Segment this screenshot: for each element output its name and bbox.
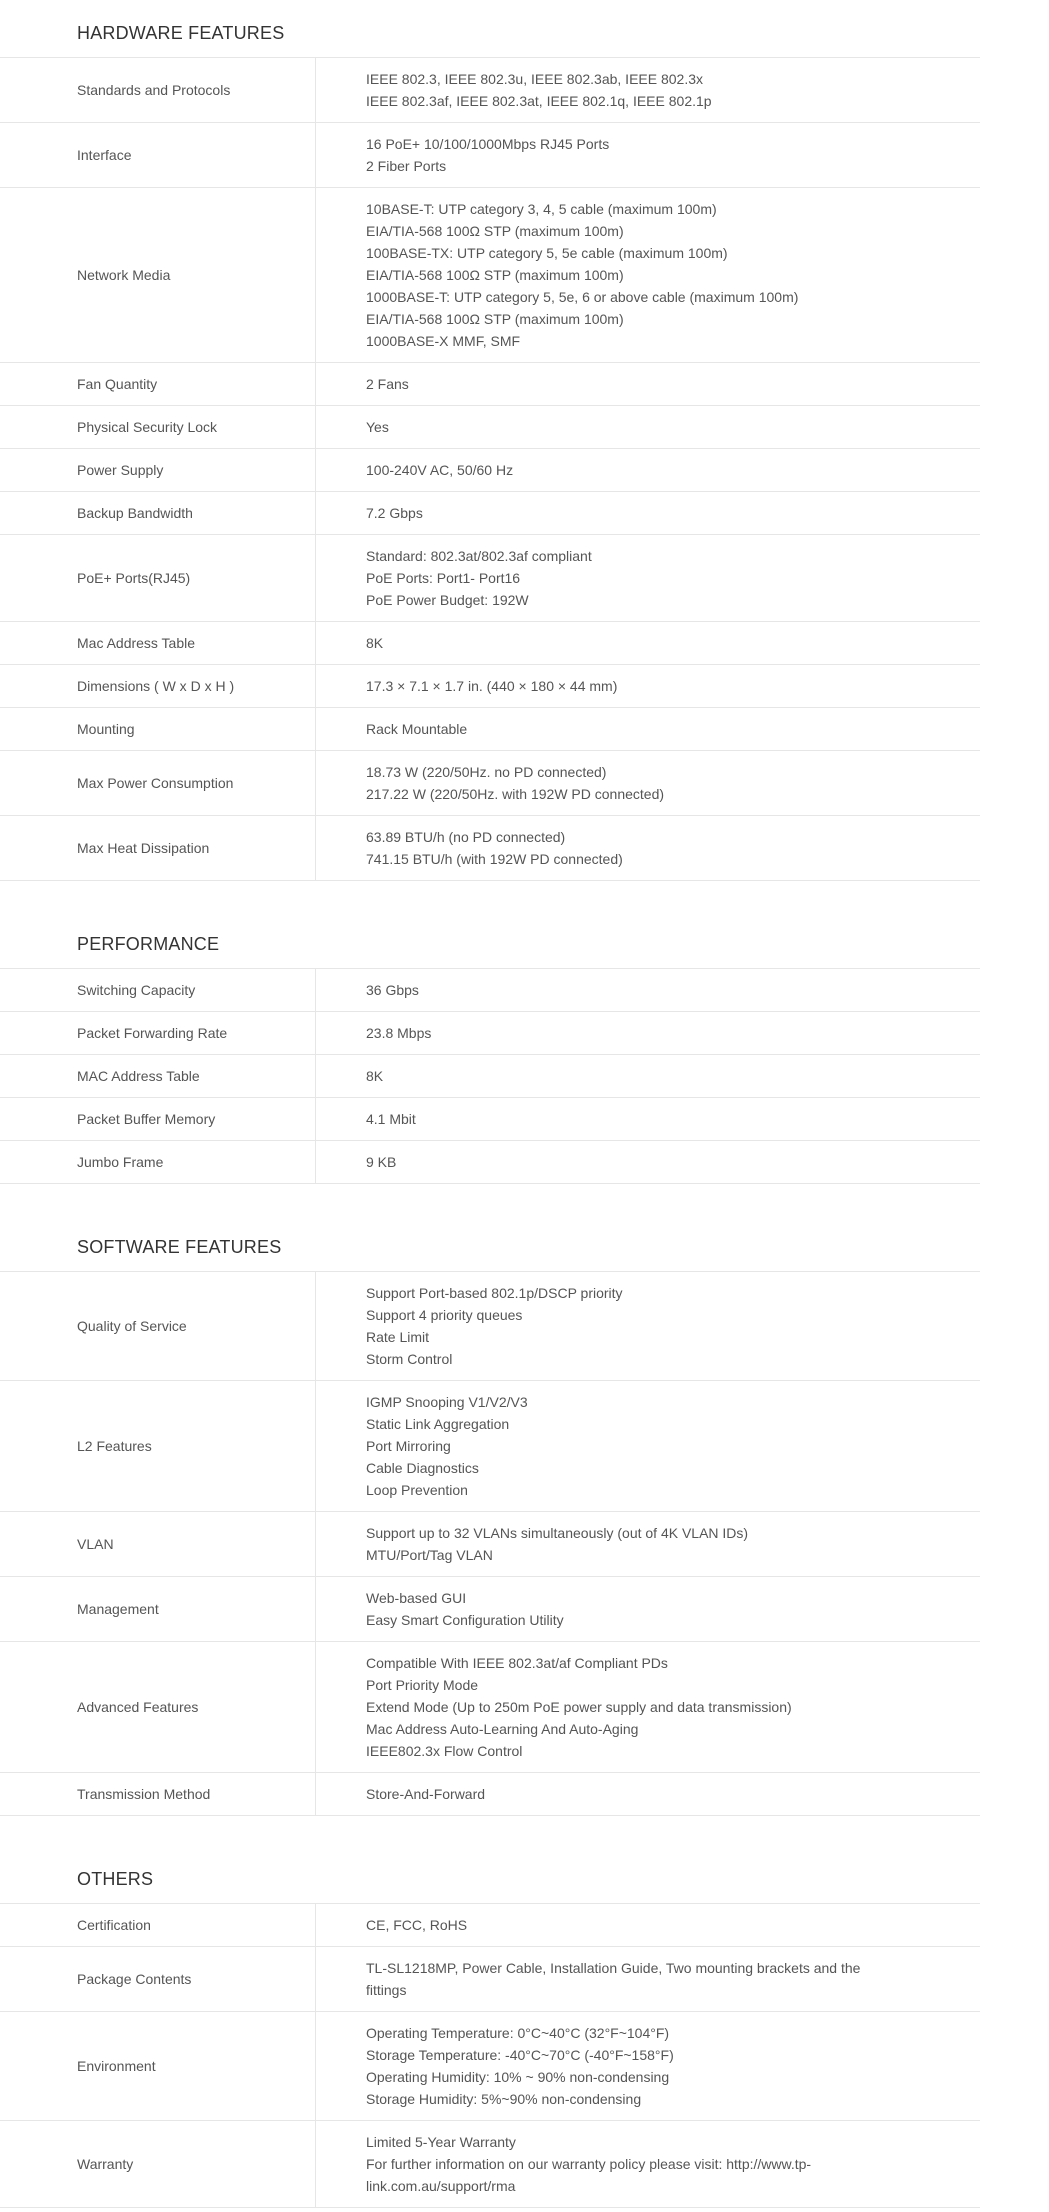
spec-value-line: 2 Fiber Ports	[366, 158, 447, 174]
spec-value-line: Rack Mountable	[366, 721, 468, 737]
spec-value	[316, 1272, 981, 1381]
spec-label: Packet Buffer Memory	[0, 1098, 316, 1141]
spec-value	[316, 1381, 981, 1512]
spec-value-line: Storage Temperature: -40°C~70°C (-40°F~158°F)	[366, 2047, 674, 2063]
spec-label: Quality of Service	[0, 1272, 316, 1381]
spec-row-physical-security-lock	[0, 406, 980, 449]
spec-value-line: Limited 5-Year Warranty	[366, 2134, 516, 2150]
spec-value	[316, 1642, 981, 1773]
spec-label: Package Contents	[0, 1947, 316, 2012]
spec-table	[0, 1272, 980, 1816]
spec-row-vlan	[0, 1512, 980, 1577]
spec-row-poe-ports-rj45	[0, 535, 980, 622]
spec-row-certification	[0, 1904, 980, 1947]
spec-value	[316, 1055, 981, 1098]
section-software-features	[0, 1234, 980, 1816]
spec-label: Max Power Consumption	[0, 751, 316, 816]
spec-value-line: 9 KB	[366, 1154, 397, 1170]
spec-value	[316, 816, 981, 881]
spec-value-line: IEEE802.3x Flow Control	[366, 1743, 523, 1759]
spec-value-line: Yes	[366, 419, 389, 435]
spec-value-line: 17.3 × 7.1 × 1.7 in. (440 × 180 × 44 mm)	[366, 678, 618, 694]
spec-label: Fan Quantity	[0, 363, 316, 406]
spec-row-standards-and-protocols	[0, 58, 980, 123]
spec-value	[316, 1947, 981, 2012]
spec-value-line: Loop Prevention	[366, 1482, 468, 1498]
spec-row-packet-forwarding-rate	[0, 1012, 980, 1055]
spec-value-line: Port Priority Mode	[366, 1677, 479, 1693]
spec-value-line: EIA/TIA-568 100Ω STP (maximum 100m)	[366, 311, 624, 327]
spec-label: Max Heat Dissipation	[0, 816, 316, 881]
spec-row-package-contents	[0, 1947, 980, 2012]
spec-label: Dimensions ( W x D x H )	[0, 665, 316, 708]
spec-value-line: 1000BASE-T: UTP category 5, 5e, 6 or above cable (maximum 100m)	[366, 289, 799, 305]
spec-value	[316, 1141, 981, 1184]
spec-table	[0, 58, 980, 881]
section-title: SOFTWARE FEATURES	[0, 1234, 980, 1272]
spec-value	[316, 492, 981, 535]
spec-table	[0, 1904, 980, 2208]
spec-value	[316, 969, 981, 1012]
spec-value	[316, 622, 981, 665]
spec-value-line: IEEE 802.3af, IEEE 802.3at, IEEE 802.1q, IEEE 802.1p	[366, 93, 712, 109]
spec-label: Environment	[0, 2012, 316, 2121]
spec-value-line: MTU/Port/Tag VLAN	[366, 1547, 493, 1563]
spec-value-line: IGMP Snooping V1/V2/V3	[366, 1394, 528, 1410]
spec-value	[316, 123, 981, 188]
spec-value-line: Extend Mode (Up to 250m PoE power supply and data transmission)	[366, 1699, 792, 1715]
spec-value-line: Support 4 priority queues	[366, 1307, 523, 1323]
section-title: PERFORMANCE	[0, 931, 980, 969]
spec-label: Network Media	[0, 188, 316, 363]
spec-value	[316, 188, 981, 363]
spec-value-line: PoE Ports: Port1- Port16	[366, 570, 521, 586]
spec-value-line: Port Mirroring	[366, 1438, 451, 1454]
spec-value-line: 10BASE-T: UTP category 3, 4, 5 cable (maximum 100m)	[366, 201, 717, 217]
spec-label: Interface	[0, 123, 316, 188]
spec-value	[316, 449, 981, 492]
spec-row-fan-quantity	[0, 363, 980, 406]
section-others	[0, 1866, 980, 2208]
spec-row-warranty	[0, 2121, 980, 2208]
spec-value-line: Store-And-Forward	[366, 1786, 486, 1802]
spec-row-environment	[0, 2012, 980, 2121]
spec-row-backup-bandwidth	[0, 492, 980, 535]
spec-label: VLAN	[0, 1512, 316, 1577]
section-title: HARDWARE FEATURES	[0, 20, 980, 58]
spec-value-line: 16 PoE+ 10/100/1000Mbps RJ45 Ports	[366, 136, 610, 152]
spec-row-interface	[0, 123, 980, 188]
spec-label: L2 Features	[0, 1381, 316, 1512]
spec-row-l2-features	[0, 1381, 980, 1512]
spec-value-line: Static Link Aggregation	[366, 1416, 510, 1432]
spec-row-switching-capacity	[0, 969, 980, 1012]
spec-value-line: Operating Humidity: 10% ~ 90% non-condensing	[366, 2069, 670, 2085]
spec-row-dimensions-w-x-d-x-h	[0, 665, 980, 708]
spec-row-network-media	[0, 188, 980, 363]
spec-value	[316, 58, 981, 123]
spec-value	[316, 2012, 981, 2121]
spec-value	[316, 665, 981, 708]
spec-value-line: Storage Humidity: 5%~90% non-condensing	[366, 2091, 642, 2107]
spec-row-mac-address-table	[0, 622, 980, 665]
spec-value-line: Easy Smart Configuration Utility	[366, 1612, 564, 1628]
spec-label: PoE+ Ports(RJ45)	[0, 535, 316, 622]
spec-value-line: 100BASE-TX: UTP category 5, 5e cable (maximum 100m)	[366, 245, 728, 261]
spec-row-advanced-features	[0, 1642, 980, 1773]
section-title: OTHERS	[0, 1866, 980, 1904]
spec-value-line: 18.73 W (220/50Hz. no PD connected)	[366, 764, 607, 780]
spec-value-line: EIA/TIA-568 100Ω STP (maximum 100m)	[366, 223, 624, 239]
spec-value-line: IEEE 802.3, IEEE 802.3u, IEEE 802.3ab, IEEE 802.3x	[366, 71, 704, 87]
spec-label: Warranty	[0, 2121, 316, 2208]
spec-label: MAC Address Table	[0, 1055, 316, 1098]
spec-value	[316, 1098, 981, 1141]
spec-value	[316, 406, 981, 449]
spec-row-mounting	[0, 708, 980, 751]
spec-value-line: Standard: 802.3at/802.3af compliant	[366, 548, 592, 564]
spec-value-line: PoE Power Budget: 192W	[366, 592, 529, 608]
spec-value-line: EIA/TIA-568 100Ω STP (maximum 100m)	[366, 267, 624, 283]
spec-label: Mounting	[0, 708, 316, 751]
spec-value-line: Operating Temperature: 0°C~40°C (32°F~104°F)	[366, 2025, 670, 2041]
spec-value-line: TL-SL1218MP, Power Cable, Installation Guide, Two mounting brackets and the fittings	[366, 1960, 861, 1998]
section-hardware-features	[0, 20, 980, 881]
spec-label: Physical Security Lock	[0, 406, 316, 449]
spec-value-line: For further information on our warranty policy please visit: http://www.tp-link.com.au/support/rma	[366, 2156, 812, 2194]
spec-row-transmission-method	[0, 1773, 980, 1816]
spec-row-power-supply	[0, 449, 980, 492]
spec-value-line: Support up to 32 VLANs simultaneously (out of 4K VLAN IDs)	[366, 1525, 749, 1541]
spec-value-line: 7.2 Gbps	[366, 505, 423, 521]
spec-value-line: 100-240V AC, 50/60 Hz	[366, 462, 514, 478]
spec-value	[316, 1512, 981, 1577]
spec-label: Switching Capacity	[0, 969, 316, 1012]
spec-value-line: 63.89 BTU/h (no PD connected)	[366, 829, 566, 845]
spec-value-line: 23.8 Mbps	[366, 1025, 432, 1041]
spec-table	[0, 969, 980, 1184]
spec-value-line: Compatible With IEEE 802.3at/af Compliant PDs	[366, 1655, 668, 1671]
spec-value	[316, 1773, 981, 1816]
spec-value	[316, 1577, 981, 1642]
spec-value-line: CE, FCC, RoHS	[366, 1917, 468, 1933]
spec-label: Backup Bandwidth	[0, 492, 316, 535]
spec-label: Mac Address Table	[0, 622, 316, 665]
spec-value-line: 8K	[366, 635, 384, 651]
spec-value-line: 4.1 Mbit	[366, 1111, 416, 1127]
spec-label: Power Supply	[0, 449, 316, 492]
spec-label: Transmission Method	[0, 1773, 316, 1816]
spec-value	[316, 535, 981, 622]
spec-value	[316, 363, 981, 406]
spec-label: Jumbo Frame	[0, 1141, 316, 1184]
spec-row-max-power-consumption	[0, 751, 980, 816]
spec-value-line: 1000BASE-X MMF, SMF	[366, 333, 521, 349]
spec-value-line: 8K	[366, 1068, 384, 1084]
spec-value-line: Support Port-based 802.1p/DSCP priority	[366, 1285, 623, 1301]
spec-value-line: 36 Gbps	[366, 982, 419, 998]
spec-value	[316, 708, 981, 751]
spec-value-line: 217.22 W (220/50Hz. with 192W PD connected)	[366, 786, 665, 802]
spec-label: Packet Forwarding Rate	[0, 1012, 316, 1055]
spec-row-jumbo-frame	[0, 1141, 980, 1184]
spec-value	[316, 2121, 981, 2208]
section-performance	[0, 931, 980, 1184]
spec-value-line: Cable Diagnostics	[366, 1460, 479, 1476]
spec-row-packet-buffer-memory	[0, 1098, 980, 1141]
spec-value-line: Mac Address Auto-Learning And Auto-Aging	[366, 1721, 639, 1737]
spec-row-max-heat-dissipation	[0, 816, 980, 881]
spec-value-line: 741.15 BTU/h (with 192W PD connected)	[366, 851, 623, 867]
spec-row-mac-address-table	[0, 1055, 980, 1098]
spec-label: Advanced Features	[0, 1642, 316, 1773]
spec-label: Standards and Protocols	[0, 58, 316, 123]
spec-label: Management	[0, 1577, 316, 1642]
spec-value-line: Rate Limit	[366, 1329, 430, 1345]
spec-row-management	[0, 1577, 980, 1642]
spec-value-line: Web-based GUI	[366, 1590, 467, 1606]
spec-value	[316, 1904, 981, 1947]
spec-label: Certification	[0, 1904, 316, 1947]
spec-value	[316, 1012, 981, 1055]
spec-value-line: 2 Fans	[366, 376, 409, 392]
spec-value	[316, 751, 981, 816]
spec-row-quality-of-service	[0, 1272, 980, 1381]
spec-value-line: Storm Control	[366, 1351, 453, 1367]
